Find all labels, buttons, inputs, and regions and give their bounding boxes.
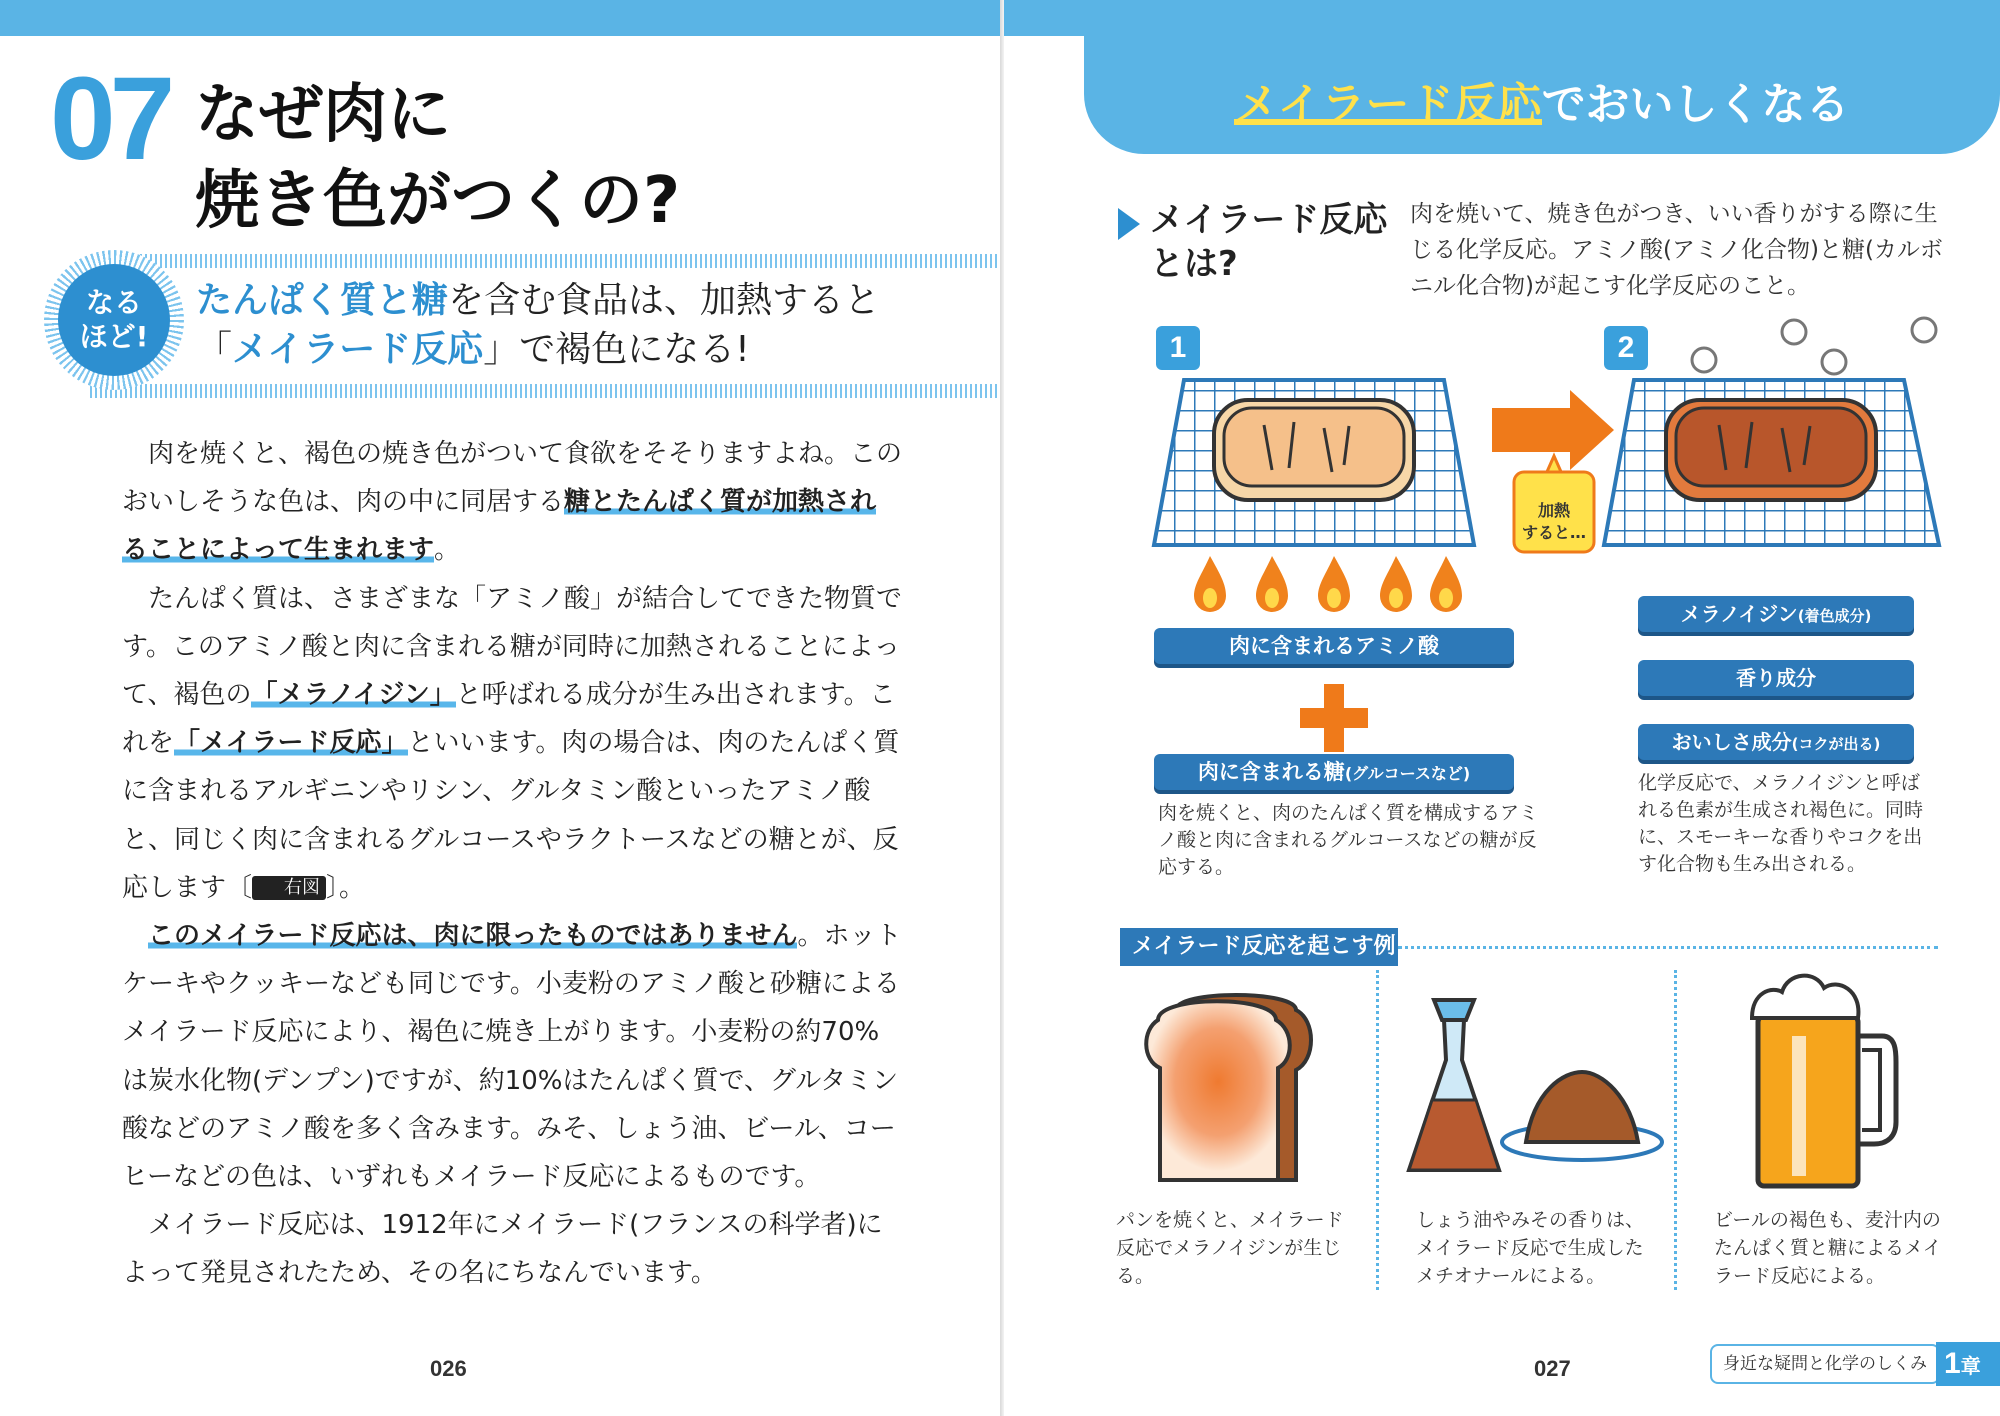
summary-text-1: を含む食品は、加熱すると: [448, 280, 881, 321]
heat-label-1: 加熱: [1537, 501, 1570, 520]
banner-text: でおいしくなる: [1541, 79, 1850, 130]
divider-2: [1674, 970, 1677, 1290]
summary-line-1: [196, 278, 880, 324]
plus-icon: [1300, 684, 1368, 752]
section-banner-title: [1084, 68, 2000, 132]
summary-text-2: 」で褐色になる!: [483, 329, 750, 370]
reaction-output-note: 化学反応で、メラノイジンと呼ばれる色素が生成され褐色に。同時に、スモーキーな香りやコクを出す化合物も生み出される。: [1638, 772, 1924, 875]
definition-heading-1: メイラード反応: [1150, 200, 1388, 240]
step-2-badge: 2: [1604, 326, 1648, 370]
summary-stripe-top: [90, 254, 1000, 268]
sugar-label: [1154, 754, 1514, 790]
melanoidin-label-small: (着色成分): [1797, 607, 1872, 625]
page-title-line2: 焼き色がつくの?: [195, 164, 681, 238]
flame-icons: [1190, 556, 1450, 614]
example-soy-caption: しょう油やみその香りは、メイラード反応で生成したメチオナールによる。: [1416, 1209, 1645, 1287]
paragraph-1: [122, 430, 902, 575]
top-color-bar-right: [1004, 0, 1084, 36]
summary-highlight-1: たんぱく質と糖: [196, 280, 449, 321]
reaction-input-note: 肉を焼くと、肉のたんぱく質を構成するアミノ酸と肉に含まれるグルコースなどの糖が反応する。: [1158, 802, 1539, 878]
summary-line-2: [196, 327, 750, 373]
heat-bubble-text: [1516, 500, 1592, 544]
taste-label-small: (コクが出る): [1791, 735, 1881, 753]
raw-meat-top: [1224, 408, 1404, 486]
page-title-line1: なぜ肉に: [195, 78, 451, 152]
chapter-tab-number: [1936, 1342, 2000, 1386]
summary-bracket-open: 「: [196, 329, 233, 370]
heat-label-2: すると…: [1521, 523, 1586, 542]
p1-emphasis: 糖とたんぱく質が加熱されることによって生まれます: [122, 487, 877, 566]
paragraph-2: [122, 575, 902, 912]
taste-label-text: おいしさ成分: [1671, 730, 1792, 754]
summary-stripe-bottom: [90, 384, 1000, 398]
taste-label: [1638, 724, 1914, 760]
p1-text: 肉を焼くと、褐色の焼き色がついて食欲をそそりますよね。このおいしそうな色は、肉の中に同居する: [122, 439, 903, 518]
grill-cooked-meat-illustration: [1604, 370, 1944, 550]
example-bread-caption: パンを焼くと、メイラード反応でメラノイジンが生じる。: [1116, 1209, 1344, 1287]
definition-text: 肉を焼いて、焼き色がつき、いい香りがする際に生じる化学反応。アミノ酸(アミノ化合物)と糖(カルボニル化合物)が起こす化学反応のこと。: [1410, 201, 1943, 299]
chapter-number: 07: [50, 53, 170, 185]
amino-acid-label: 肉に含まれるアミノ酸: [1154, 628, 1514, 664]
divider-1: [1376, 970, 1379, 1290]
page-number-right: 027: [1534, 1356, 1571, 1381]
p2-end: 〕。: [326, 872, 366, 903]
chapter-number-digit: 1: [1944, 1347, 1961, 1380]
p3-emphasis: このメイラード反応は、肉に限ったものではありません: [148, 921, 798, 952]
p2-text-e: といいます。肉の場合は、肉のたんぱく質に含まれるアルギニンやリシン、グルタミン酸といったアミノ酸と、同じく肉に含まれるグルコースやラクトースなどの糖とが、反応します〔: [122, 728, 900, 903]
definition-heading: [1150, 198, 1387, 286]
section-banner: [1084, 36, 2000, 154]
examples-dotted-rule: [1398, 946, 1938, 949]
page-number-left: 026: [430, 1356, 467, 1381]
summary-highlight-2: メイラード反応: [232, 329, 484, 370]
naruhodo-text-2: ほど!: [79, 320, 149, 353]
aroma-label: 香り成分: [1638, 660, 1914, 696]
banner-highlight: メイラード反応: [1234, 79, 1542, 130]
definition-heading-2: とは?: [1150, 244, 1238, 284]
examples-heading: メイラード反応を起こす例: [1120, 928, 1398, 966]
chapter-suffix: 章: [1960, 1356, 1981, 1378]
toast-bread-icon: [1146, 990, 1316, 1190]
figure-ref-tag: 右図: [252, 876, 326, 900]
cooked-meat-top: [1676, 408, 1866, 486]
banner-top: [1084, 0, 2000, 40]
melanoidin-label: [1638, 596, 1914, 632]
paragraph-3: [122, 912, 902, 1201]
p1-end: 。: [434, 535, 461, 566]
naruhodo-badge: [44, 250, 184, 390]
sugar-label-small: (グルコースなど): [1344, 764, 1471, 783]
chapter-tab: [1710, 1342, 2000, 1386]
p3-text: 。ホットケーキやクッキーなども同じです。小麦粉のアミノ酸と砂糖によるメイラード反応により、褐色に焼き上がります。小麦粉の約70%は炭水化物(デンプン)ですが、約10%はたんぱく質で、グルタミン酸などのアミノ酸を多く含みます。みそ、しょう油、ビール、コーヒーなどの色は、いずれもメイラード反応によるものです。: [122, 921, 902, 1193]
naruhodo-text-1: なる: [85, 286, 142, 319]
p2-text-c: と呼ばれる成分が生み出されます。これを: [122, 680, 896, 759]
top-color-bar: [0, 0, 1000, 36]
p2-text-a: たんぱく質は、さまざまな「アミノ酸」が結合してできた物質です。このアミノ酸と肉に含まれる糖が同時に加熱されることによって、褐色の: [122, 583, 903, 711]
right-page: [1004, 0, 2000, 1416]
sugar-label-text: 肉に含まれる糖: [1197, 760, 1345, 784]
melanoidin-label-text: メラノイジン: [1680, 602, 1798, 626]
steam-aroma-icon: [1684, 310, 1944, 380]
grill-raw-meat-illustration: [1154, 370, 1474, 550]
step-1-badge: 1: [1156, 326, 1200, 370]
chapter-tab-title: 身近な疑問と化学のしくみ: [1710, 1344, 1940, 1384]
beer-mug-icon: [1752, 966, 1902, 1190]
p2-emphasis-melanoidin: 「メラノイジン」: [251, 680, 456, 711]
soy-sauce-miso-icon: [1404, 1000, 1664, 1190]
page-title: [195, 72, 680, 244]
body-text: [122, 430, 902, 1298]
example-beer-caption: ビールの褐色も、麦汁内のたんぱく質と糖によるメイラード反応による。: [1714, 1209, 1942, 1287]
p2-emphasis-maillard: 「メイラード反応」: [174, 728, 408, 759]
triangle-bullet-icon: [1118, 208, 1140, 240]
paragraph-4: メイラード反応は、1912年にメイラード(フランスの科学者)によって発見されたため、その名にちなんでいます。: [122, 1210, 883, 1289]
